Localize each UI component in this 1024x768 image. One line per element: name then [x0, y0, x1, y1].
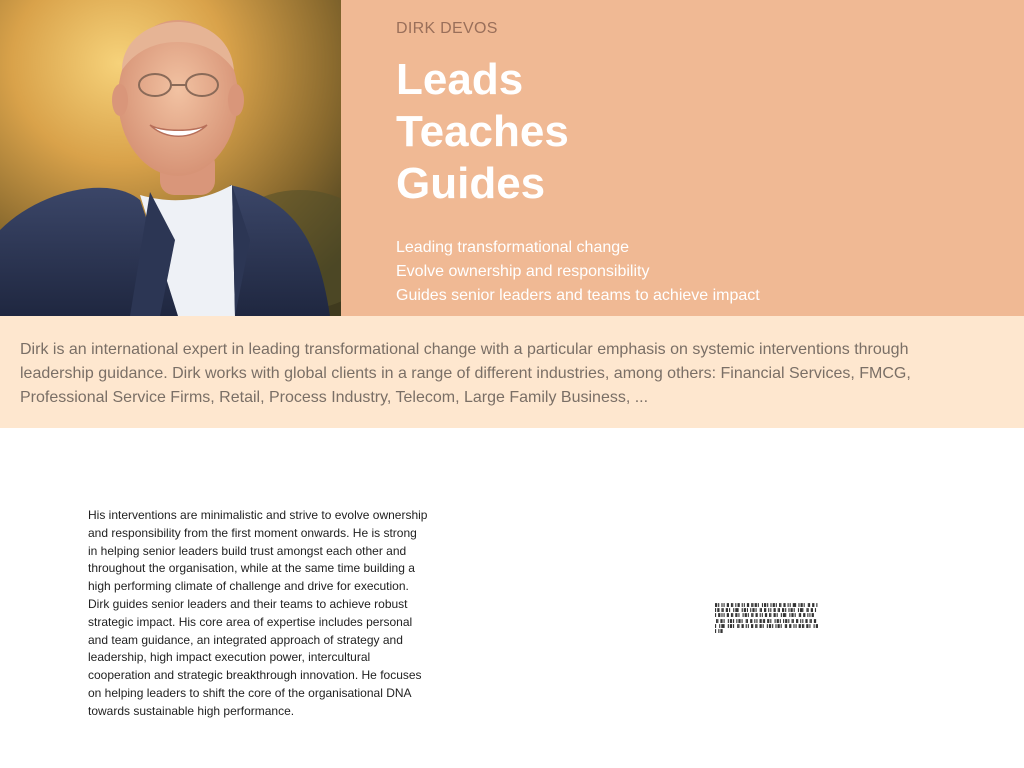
intro-section — [0, 316, 1024, 428]
hero-section — [0, 0, 1024, 316]
tagline-item: Evolve ownership and responsibility — [396, 263, 650, 280]
body-paragraph: His interventions are minimalistic and strive to evolve ownership and responsibility from the first moment onwards. He is strong in helping senior leaders build trust amongst each other and throughout the organisation, while at the same time building a high performing climate of challenge and drive for execution. Dirk guides senior leaders and their teams to achieve robust strategic impact. His core area of expertise includes personal and team guidance, an integrated approach of strategy and leadership, high impact execution power, intercultural cooperation and strategic breakthrough innovation. He focuses on helping leaders to shift the core of the organisational DNA towards sustainable high performance. — [88, 508, 428, 718]
headline-line-guides: Guides — [396, 159, 546, 208]
tagline-item: Leading transformational change — [396, 239, 630, 256]
portrait-photo — [0, 0, 341, 316]
tagline-item: Guides senior leaders and teams to achieve impact — [396, 287, 760, 304]
headline — [396, 54, 996, 210]
hero-text-block — [396, 20, 996, 308]
headline-line-leads: Leads — [396, 55, 524, 104]
headline-line-teaches: Teaches — [396, 107, 569, 156]
tagline-list — [396, 236, 996, 308]
thumbnail-text: █ ▌▐ ▌ █ ▐▌ ▌█ ▐ ▌ █ ▐▌█ ▌ ▐ █ ▌▐ █ ▌▐▌ █ ▐ ▌ █▌▐ █ ▌ ▐▌ █ ▐ ▌█ ▐▌ █ ▌ ▐ █▌ ▐ █ ▌▐ █ ▌ ▐▌ █ ▐ ▌ █ ▐▌ █ ▌▐ █ ▌ ▐ █▌ ▐▌ █ ▐ ▌ █▐ ▌ █ ▐▌ █ ▌ ▐ █ ▌▐▌ █ ▐ ▌ █ ▐▌ █ ▌ ▐ █▌ ▐ █ ▌ ▐▌ █ ▐ ▌█ ▐▌ █ ▌ ▐ █ ▌▐ █ ▌ ▐▌ █ ▐ ▌ █▐▌ █ ▌ ▐ █ ▌▐ █ ▌▐▌ █ ▐ ▌ █ ▐▌ █ ▌ ▐ █▌ ▐ █ ▌ ▐▌ █ ▐ ▌ █ ▐▌ █ ▌ ▐ █ ▌▐ █ ▌ ▐▌ █ ▐ ▌ █▐▌ █ ▌ ▐ █ ▌▐ █ — [715, 603, 818, 634]
person-name: DIRK DEVOS — [396, 20, 498, 37]
thumbnail-preview — [715, 603, 819, 634]
intro-text: Dirk is an international expert in leading transformational change with a particular emphasis on systemic interventions through leadership guidance. Dirk works with global clients in a range of different industries, among others: Financial Services, FMCG, Professional Service Firms, Retail, Process Industry, Telecom, Large Family Business, ... — [20, 341, 911, 406]
